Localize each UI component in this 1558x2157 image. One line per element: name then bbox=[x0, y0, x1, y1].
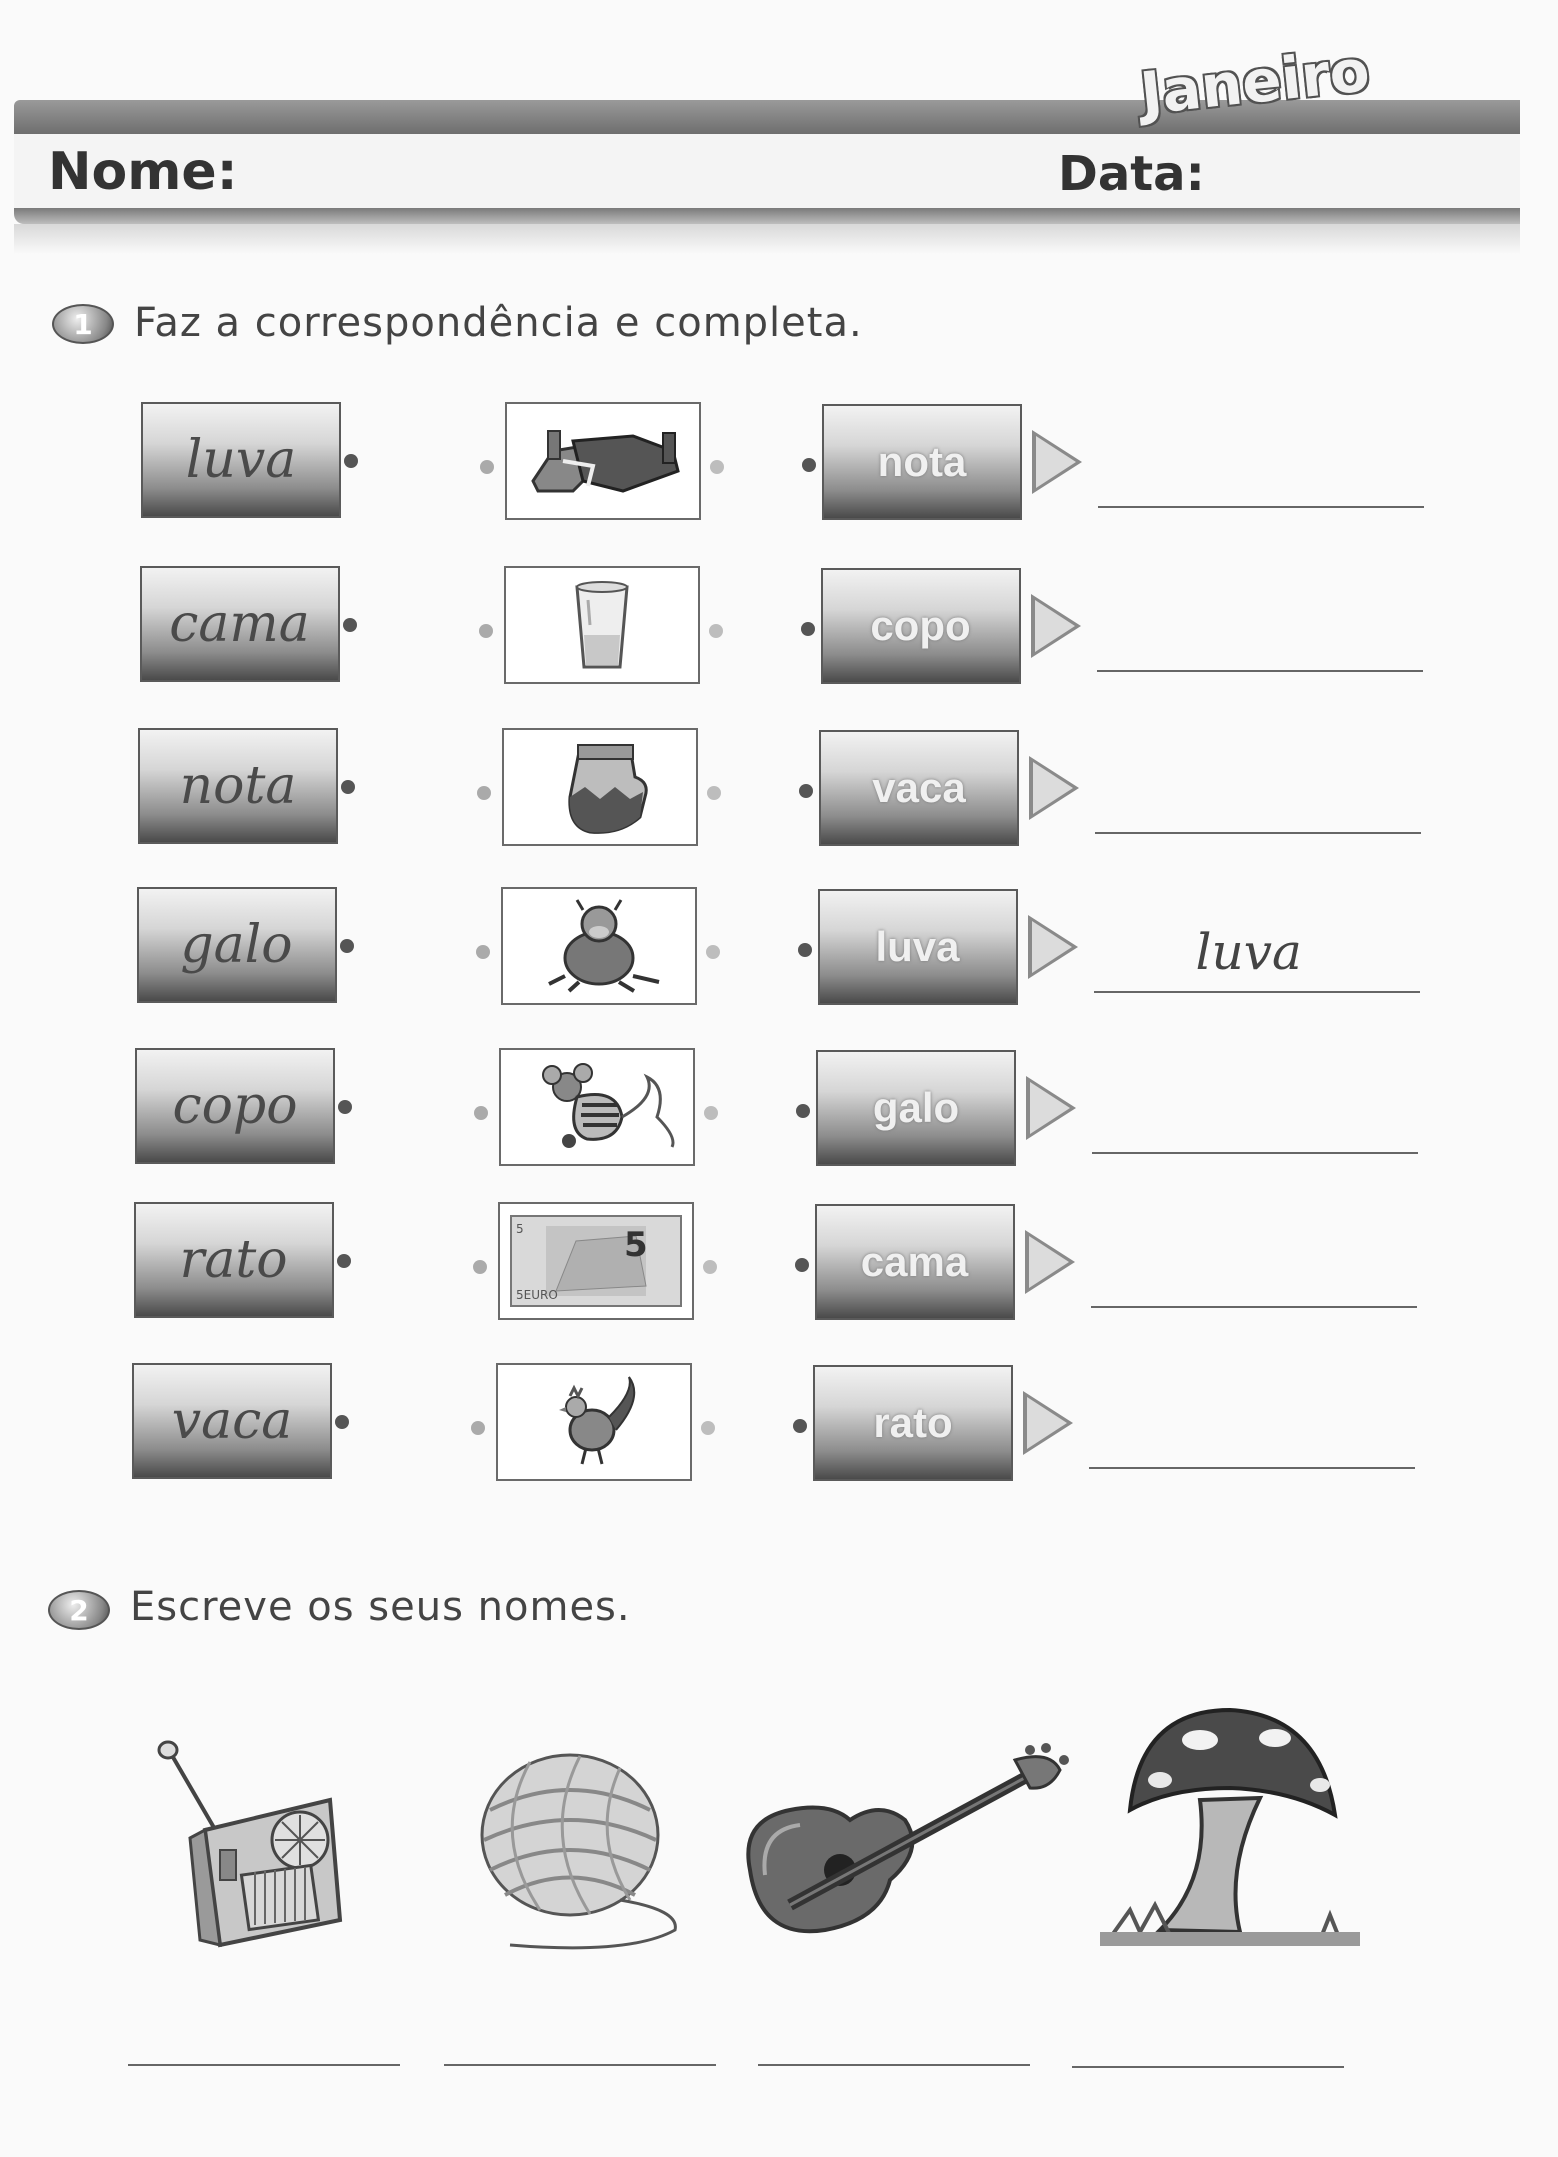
answer-line-guitar[interactable] bbox=[758, 2064, 1030, 2066]
answer-text: luva bbox=[1195, 923, 1302, 981]
print-word-plate bbox=[815, 1204, 1015, 1320]
radio-icon bbox=[150, 1740, 350, 1960]
match-dot-word[interactable] bbox=[343, 618, 357, 632]
match-dot-picture-left[interactable] bbox=[479, 624, 493, 638]
picture-box bbox=[496, 1363, 692, 1481]
slippers-icon bbox=[507, 404, 699, 518]
match-dot-picture-left[interactable] bbox=[477, 786, 491, 800]
answer-line[interactable] bbox=[1094, 991, 1420, 993]
match-dot-print-word[interactable] bbox=[793, 1419, 807, 1433]
cursive-word: cama bbox=[169, 594, 310, 654]
print-word-plate bbox=[816, 1050, 1016, 1166]
answer-line[interactable] bbox=[1092, 1152, 1418, 1154]
match-dot-word[interactable] bbox=[341, 780, 355, 794]
print-word-plate bbox=[822, 404, 1022, 520]
match-dot-picture-right[interactable] bbox=[701, 1421, 715, 1435]
print-word: rato bbox=[873, 1399, 953, 1446]
print-word-plate bbox=[819, 730, 1019, 846]
match-dot-picture-left[interactable] bbox=[473, 1260, 487, 1274]
match-dot-picture-right[interactable] bbox=[704, 1106, 718, 1120]
exercise-2-title: Escreve os seus nomes. bbox=[130, 1584, 631, 1630]
answer-line[interactable] bbox=[1097, 670, 1423, 672]
cow-icon bbox=[503, 889, 695, 1003]
header-shadow bbox=[14, 224, 1520, 254]
answer-line[interactable] bbox=[1098, 506, 1424, 508]
picture-box bbox=[502, 728, 698, 846]
picture-box bbox=[504, 566, 700, 684]
answer-line[interactable] bbox=[1095, 832, 1421, 834]
picture-box bbox=[505, 402, 701, 520]
match-dot-print-word[interactable] bbox=[798, 943, 812, 957]
cursive-word: luva bbox=[185, 430, 297, 490]
print-word: vaca bbox=[872, 764, 966, 811]
glass-icon bbox=[506, 568, 698, 682]
picture-box bbox=[498, 1202, 694, 1320]
match-dot-picture-left[interactable] bbox=[480, 460, 494, 474]
match-dot-print-word[interactable] bbox=[801, 622, 815, 636]
cursive-word-plate bbox=[134, 1202, 334, 1318]
cursive-word-plate bbox=[132, 1363, 332, 1479]
arrow-icon bbox=[1023, 1391, 1073, 1455]
name-label: Nome: bbox=[48, 142, 238, 202]
match-dot-print-word[interactable] bbox=[802, 458, 816, 472]
match-dot-word[interactable] bbox=[335, 1415, 349, 1429]
exercise-1-title: Faz a correspondência e completa. bbox=[134, 300, 863, 346]
answer-line-radio[interactable] bbox=[128, 2064, 400, 2066]
cursive-word: nota bbox=[179, 756, 297, 816]
arrow-icon bbox=[1029, 756, 1079, 820]
cursive-word-plate bbox=[141, 402, 341, 518]
match-dot-word[interactable] bbox=[344, 454, 358, 468]
print-word-plate bbox=[821, 568, 1021, 684]
svg-text:5EURO: 5EURO bbox=[515, 1288, 558, 1302]
svg-text:5: 5 bbox=[623, 1225, 648, 1265]
print-word: luva bbox=[875, 923, 960, 970]
print-word-plate bbox=[818, 889, 1018, 1005]
arrow-icon bbox=[1028, 915, 1078, 979]
arrow-icon bbox=[1026, 1076, 1076, 1140]
yarn-ball-icon bbox=[470, 1740, 690, 1960]
answer-line[interactable] bbox=[1091, 1306, 1417, 1308]
answer-line[interactable] bbox=[1089, 1467, 1415, 1469]
exercise-2-number: 2 bbox=[48, 1590, 110, 1630]
date-label: Data: bbox=[1058, 146, 1205, 202]
print-word: galo bbox=[872, 1084, 960, 1131]
arrow-icon bbox=[1025, 1230, 1075, 1294]
match-dot-print-word[interactable] bbox=[795, 1258, 809, 1272]
match-dot-picture-right[interactable] bbox=[707, 786, 721, 800]
answer-line-mushroom[interactable] bbox=[1072, 2066, 1344, 2068]
mushroom-icon bbox=[1090, 1700, 1370, 1970]
print-word: copo bbox=[870, 602, 971, 649]
header-band-bottom bbox=[14, 208, 1520, 224]
match-dot-picture-left[interactable] bbox=[476, 945, 490, 959]
match-dot-picture-right[interactable] bbox=[710, 460, 724, 474]
exercise-1-number: 1 bbox=[52, 304, 114, 344]
answer-line-yarn[interactable] bbox=[444, 2064, 716, 2066]
cursive-word: copo bbox=[172, 1076, 298, 1136]
picture-box bbox=[501, 887, 697, 1005]
match-dot-picture-left[interactable] bbox=[471, 1421, 485, 1435]
match-dot-word[interactable] bbox=[338, 1100, 352, 1114]
cursive-word: vaca bbox=[171, 1391, 293, 1451]
match-dot-print-word[interactable] bbox=[799, 784, 813, 798]
svg-text:5: 5 bbox=[515, 1222, 524, 1236]
banknote-icon bbox=[500, 1204, 692, 1318]
cursive-word-plate bbox=[135, 1048, 335, 1164]
arrow-icon bbox=[1032, 430, 1082, 494]
match-dot-picture-right[interactable] bbox=[709, 624, 723, 638]
cursive-word-plate bbox=[140, 566, 340, 682]
print-word: cama bbox=[860, 1238, 969, 1285]
match-dot-picture-right[interactable] bbox=[703, 1260, 717, 1274]
cursive-word-plate bbox=[138, 728, 338, 844]
mitten-icon bbox=[504, 730, 696, 844]
print-word-plate bbox=[813, 1365, 1013, 1481]
cursive-word-plate bbox=[137, 887, 337, 1003]
arrow-icon bbox=[1031, 594, 1081, 658]
match-dot-picture-left[interactable] bbox=[474, 1106, 488, 1120]
picture-box bbox=[499, 1048, 695, 1166]
header-band bbox=[14, 134, 1520, 208]
print-word: nota bbox=[877, 438, 967, 485]
match-dot-word[interactable] bbox=[340, 939, 354, 953]
cursive-word: rato bbox=[179, 1230, 288, 1290]
cursive-word: galo bbox=[180, 915, 293, 975]
month-label: Janeiro bbox=[1137, 36, 1373, 128]
match-dot-picture-right[interactable] bbox=[706, 945, 720, 959]
mouse-icon bbox=[501, 1050, 693, 1164]
guitar-icon bbox=[730, 1730, 1070, 1950]
match-dot-print-word[interactable] bbox=[796, 1104, 810, 1118]
rooster-icon bbox=[498, 1365, 690, 1479]
match-dot-word[interactable] bbox=[337, 1254, 351, 1268]
